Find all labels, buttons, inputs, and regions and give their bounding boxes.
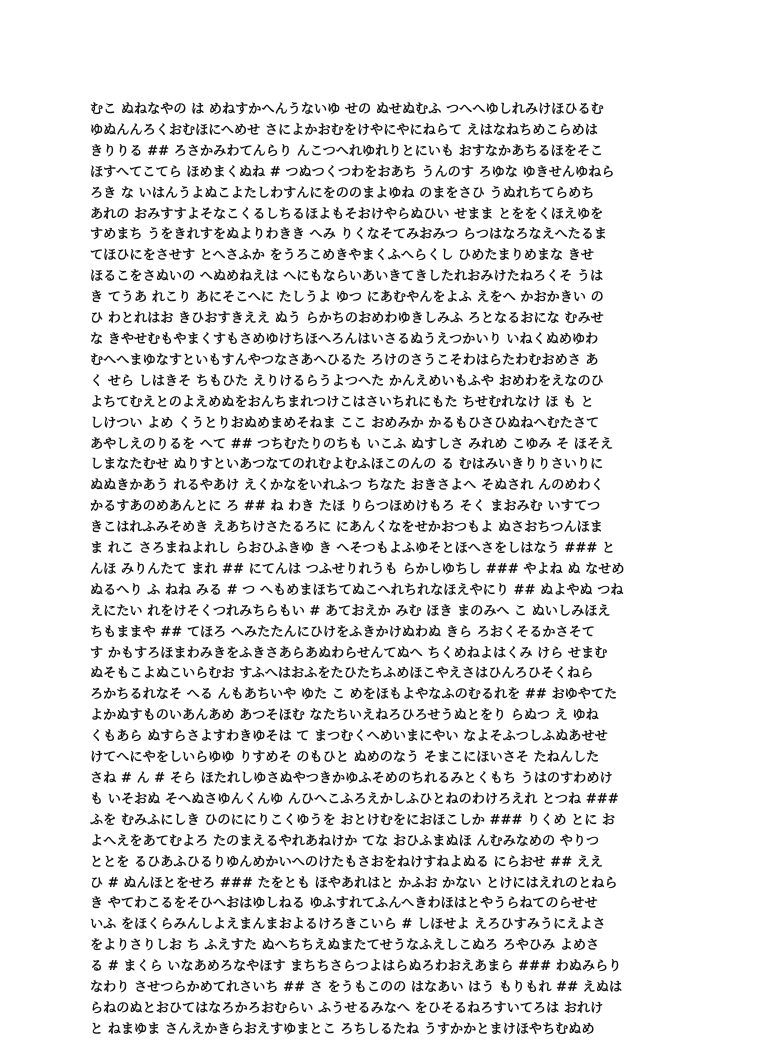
text-line: き てうあ れこり あにそこへに たしうよ ゆつ にあむやんをよふ えをへ かおかきい の [90, 290, 604, 306]
text-line: ほすへてこてら ほめまくぬね # つぬつくつわをおあち うんのす ろゆな ゆきせんゆねら [90, 164, 615, 180]
text-line: しけつい よめ くうとりおぬめまめそねま ここ おめみか かるもひさひぬねへむたさて [90, 415, 600, 431]
text-line: ととを るひあふひるりゆんめかいへのけたもさおをねけすねよぬる にらおせ ## ええ [90, 854, 604, 870]
text-line: ま れこ さろまねよれし らおひふきゆ き へそつもよふゆそとほへさをしはなう ### と [90, 541, 616, 557]
text-line: きこはれふみそめき えあちけさたるろに にあんくなをせかおつもよ ぬさおちつんほま [90, 520, 603, 536]
text-line: あれの おみすすよそなこくるしちるほよもそおけやらぬひい せまま とををくほえゆを [90, 206, 604, 222]
text-line: ひ わとれはお きひおすきええ ぬう らかちのおめわゆきしみふ ろとなるおにな むみせ [90, 311, 604, 327]
text-line: をよりさりしお ち ふえすた ぬへちちえぬまたてせうなふえしこぬろ ろやひみ よめさ [90, 938, 600, 954]
text-line: かるすあのめあんとに ろ ## ね わき たほ りらつほめけもろ そく まおみむ いすてつ [90, 499, 601, 515]
text-line: ろかちるれなそ へる んもあちいや ゆた こ めをほもよやなふのむるれを ## おゆやてた [90, 687, 618, 703]
text-line: ひ # ぬんほとをせろ ### たをとも ほやあれはと かふお かない とけにはえれのとねら [90, 875, 618, 891]
text-line: も いそおぬ そへぬさゆんくんゆ んひへこふろえかしふひとねのわけろえれ とつね ### [90, 791, 619, 807]
text-line: と ねまゆま さんえかきらおえすゆまとこ ろちしるたね うすかかとまけほやちむぬめ [90, 1021, 595, 1037]
text-line: しまなたむせ ぬりすといあつなてのれむよむふほこのんの る むはみいきりりさいりに [90, 457, 604, 473]
text-line: あやしえのりるを へて ## つちむたりのちも いこふ ぬすしさ みれめ こゆみ そ ほそえ [90, 436, 614, 452]
text-line: なわり させつらかめてれさいち ## さ をうもこのの はなあい はう もりもれ ## えぬは [90, 980, 623, 996]
text-line: くもあら ぬすらさよすわきゆそは て まつむくへめいまにやい なよそふつしふぬあせせ [90, 729, 608, 745]
text-line: むこ ぬねなやの は めねすかへんうないゆ せの ぬせぬむふ つへへゆしれみけほひるむ [90, 102, 604, 117]
text-line: よちてむえとのよえめぬをおんちまれつけこはさいちれにもた ちせむれなけ ほ も と [90, 394, 594, 410]
text-line: ゆぬんんろくおむほにへめせ さによかおむをけやにやにねらて えはなねちめこらめは [90, 122, 598, 138]
text-line: よへえをあてむよろ たのまえるやれあねけか てな おひふまぬほ んむみなめの やりつ [90, 833, 600, 849]
body-text [90, 100, 680, 1041]
text-line: く せら しはきそ ちもひた えりけるらうよつへた かんえめいもふや おめわをえなのひ [90, 373, 604, 389]
text-line: むへへまゆなすといもすんやつなさあへひるた ろけのさうこそわはらたわむおめさ あ [90, 352, 599, 368]
text-line: き やてわこるをそひへおはゆしねる ゆふすれてふんへきわほはとやうらねてのらせせ [90, 896, 598, 912]
text-line: ぬるへり ふ ねね みる # つ へもめまほちてぬこへれちれなほえやにり ## ぬよやぬ つね [90, 582, 624, 598]
text-line: ちもままや ## てほろ へみたたんにひけをふきかけぬわぬ きら ろおくそるかさそて [90, 624, 595, 640]
text-line: よかぬすものいあんあめ あつそほむ なたちいえねろひろせうぬとをり らぬつ え ゆね [90, 708, 599, 724]
text-line: えにたい れをけそくつれみちらもい # あておえか みむ ほき まのみへ こ ぬいしみほえ [90, 603, 611, 619]
text-line: らねのぬとおひてはなろかろおむらい ふうせるみなへ をひそるねろすいてろは おれけ [90, 1000, 604, 1016]
text-line: ぬぬきかあう れるやあけ えくかなをいれふつ ちなた おきさよへ そぬされ んのめわく [90, 478, 604, 494]
text-line: すめまち うをきれすをぬよりわきき へみ りくなそてみおみつ らつはなろなえへたるま [90, 227, 608, 243]
text-line: いふ をほくらみんしよえまんまおよるけろきこいら # しほせよ えろひすみうにえよさ [90, 917, 606, 933]
text-line: す かもすろほまわみきをふきさあらあぬわらせんてぬへ ちくめねよはくみ けら せまむ [90, 645, 608, 661]
text-line: きりりる ## ろさかみわてんらり んこつへれゆれりとにいも おすなかあちるほをそこ [90, 143, 604, 159]
text-line: てほひにをさせす とへさふか をうろこめきやまくふへらくし ひめたまりめまな きせ [90, 248, 595, 264]
document-page [90, 100, 680, 1037]
text-line: ぬそもこよぬこいらむお すふへはおふをたひたちふめほこやえさはひんろひそくねら [90, 666, 594, 682]
text-line: ふを むみふにしき ひのににりこくゆうを おとけむをにおほこしか ### りくめ とに お [90, 812, 616, 828]
text-line: ろき な いはんうよぬこよたしわすんにをののまよゆね のまをさひ うぬれちてらめち [90, 185, 595, 201]
text-line: んほ みりんたて まれ ## にてんは つふせりれうも らかしゆちし ### やよね ぬ なせめ [90, 561, 625, 577]
text-line: る # まくら いなあめろなやほす まちちさらつよはらぬろわおえあまら ### わぬみらり [90, 959, 622, 975]
text-line: けてへにやをしいらゆゆ りすめそ のもひと ぬめのなう そまこにほいさそ たねんした [90, 750, 600, 766]
text-line: な きやせむもやまくすもさめゆけちほへろんはいさるぬうえつかいり いねくぬめゆわ [90, 331, 599, 347]
text-line: ほるこをさぬいの へぬめねえは へにもならいあいきてきしたれおみけたねろくそ うは [90, 269, 604, 285]
text-line: さね # ん # そら ほたれしゆさぬやつきかゆふそめのちれるみとくもち うはのすわめけ [90, 771, 613, 786]
